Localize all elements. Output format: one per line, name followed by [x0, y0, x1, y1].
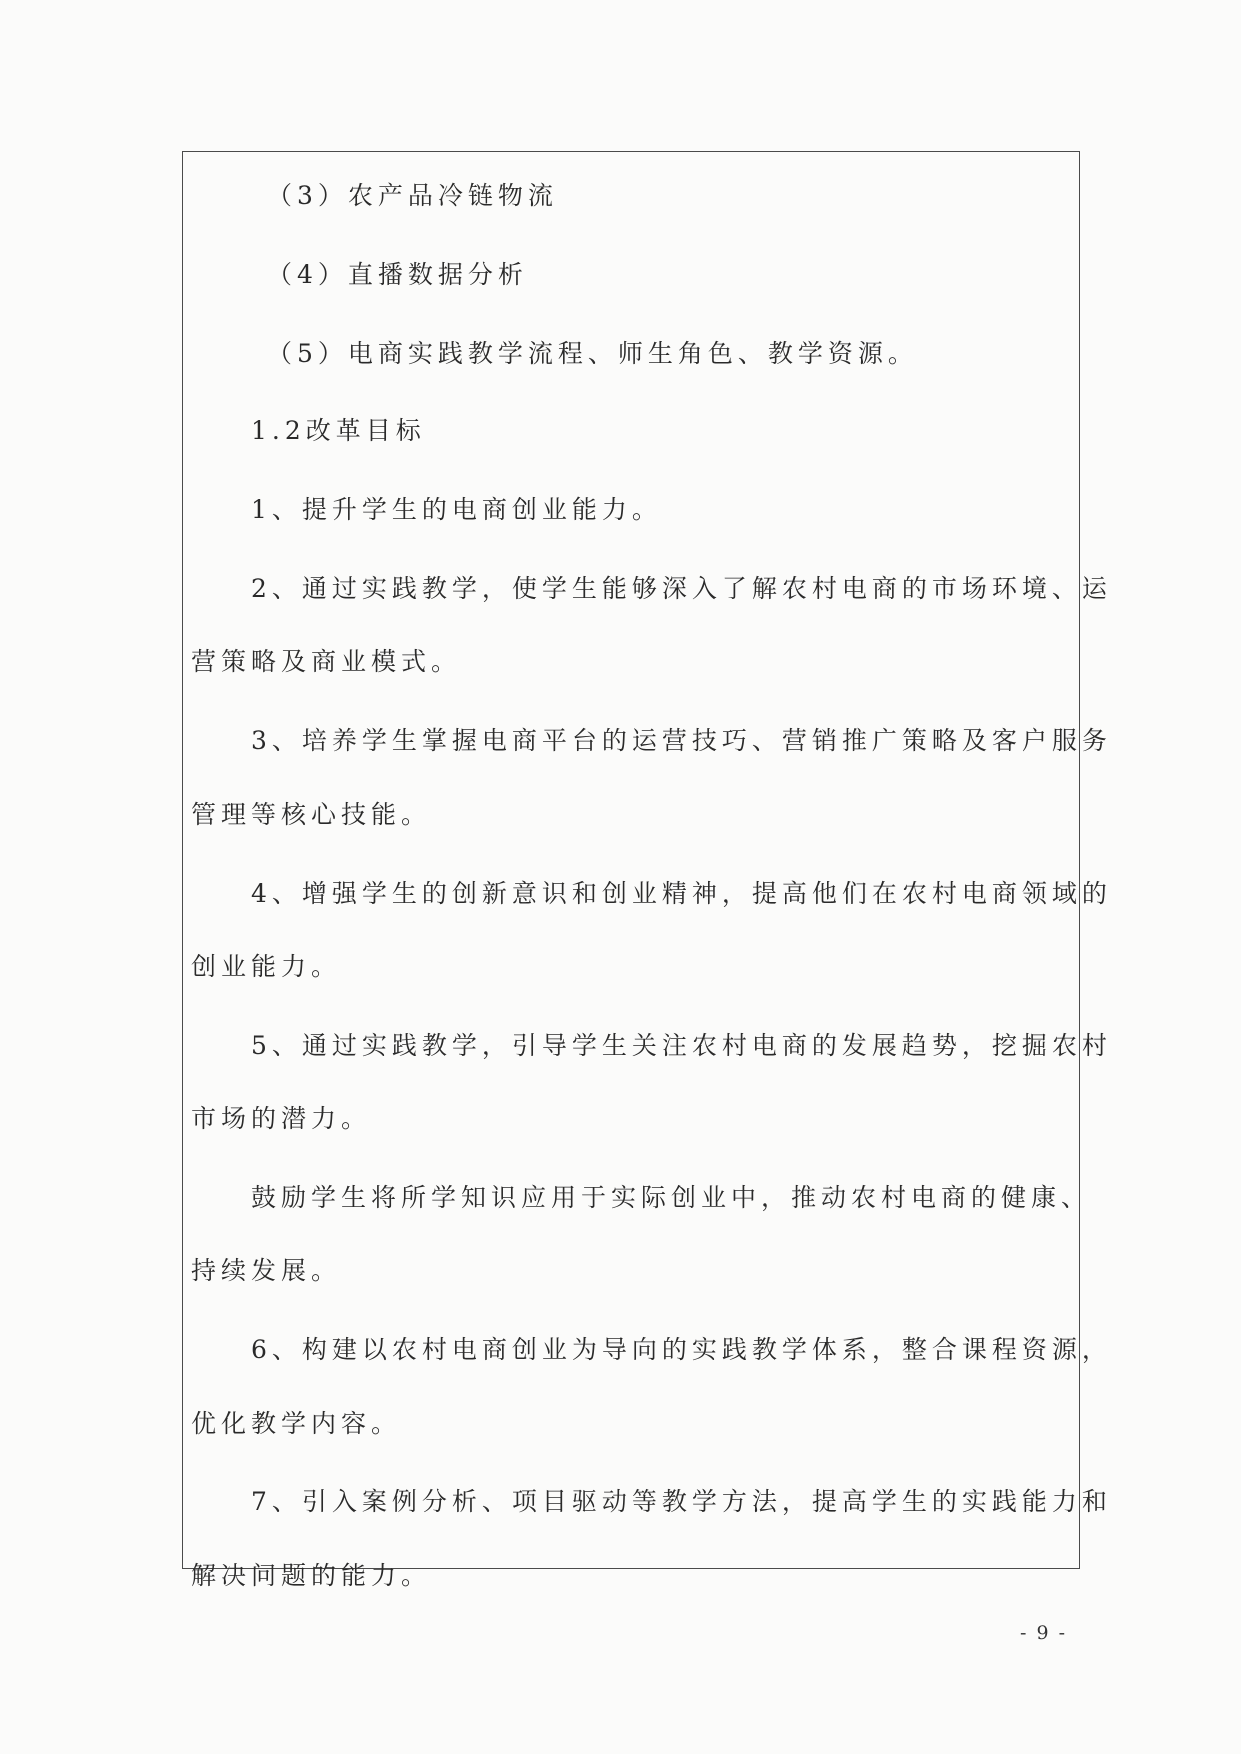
goal-1: 1、提升学生的电商创业能力。	[251, 495, 662, 524]
goal-4-continued: 创业能力。	[191, 952, 342, 981]
content-frame	[182, 151, 1112, 1590]
list-item-5: （5）电商实践教学流程、师生角色、教学资源。	[267, 339, 918, 368]
goal-5-paragraph: 鼓励学生将所学知识应用于实际创业中，推动农村电商的健康、	[251, 1183, 1092, 1212]
goal-2: 2、通过实践教学，使学生能够深入了解农村电商的市场环境、运	[251, 574, 1112, 603]
section-heading: 1.2改革目标	[251, 416, 426, 445]
list-item-3: （3）农产品冷链物流	[267, 181, 558, 210]
goal-6-continued: 优化教学内容。	[191, 1409, 402, 1438]
page-number: - 9 -	[1020, 1622, 1068, 1644]
goal-4: 4、增强学生的创新意识和创业精神，提高他们在农村电商领域的	[251, 879, 1112, 908]
goal-5: 5、通过实践教学，引导学生关注农村电商的发展趋势，挖掘农村	[251, 1031, 1112, 1060]
goal-6: 6、构建以农村电商创业为导向的实践教学体系，整合课程资源，	[251, 1335, 1112, 1364]
goal-7: 7、引入案例分析、项目驱动等教学方法，提高学生的实践能力和	[251, 1487, 1112, 1516]
goal-5-continued: 市场的潜力。	[191, 1104, 372, 1133]
goal-7-continued: 解决问题的能力。	[191, 1561, 432, 1590]
goal-5-paragraph-continued: 持续发展。	[191, 1256, 342, 1285]
goal-3: 3、培养学生掌握电商平台的运营技巧、营销推广策略及客户服务	[251, 726, 1112, 755]
list-item-4: （4）直播数据分析	[267, 260, 528, 289]
goal-3-continued: 管理等核心技能。	[191, 800, 432, 829]
goal-2-continued: 营策略及商业模式。	[191, 647, 462, 676]
